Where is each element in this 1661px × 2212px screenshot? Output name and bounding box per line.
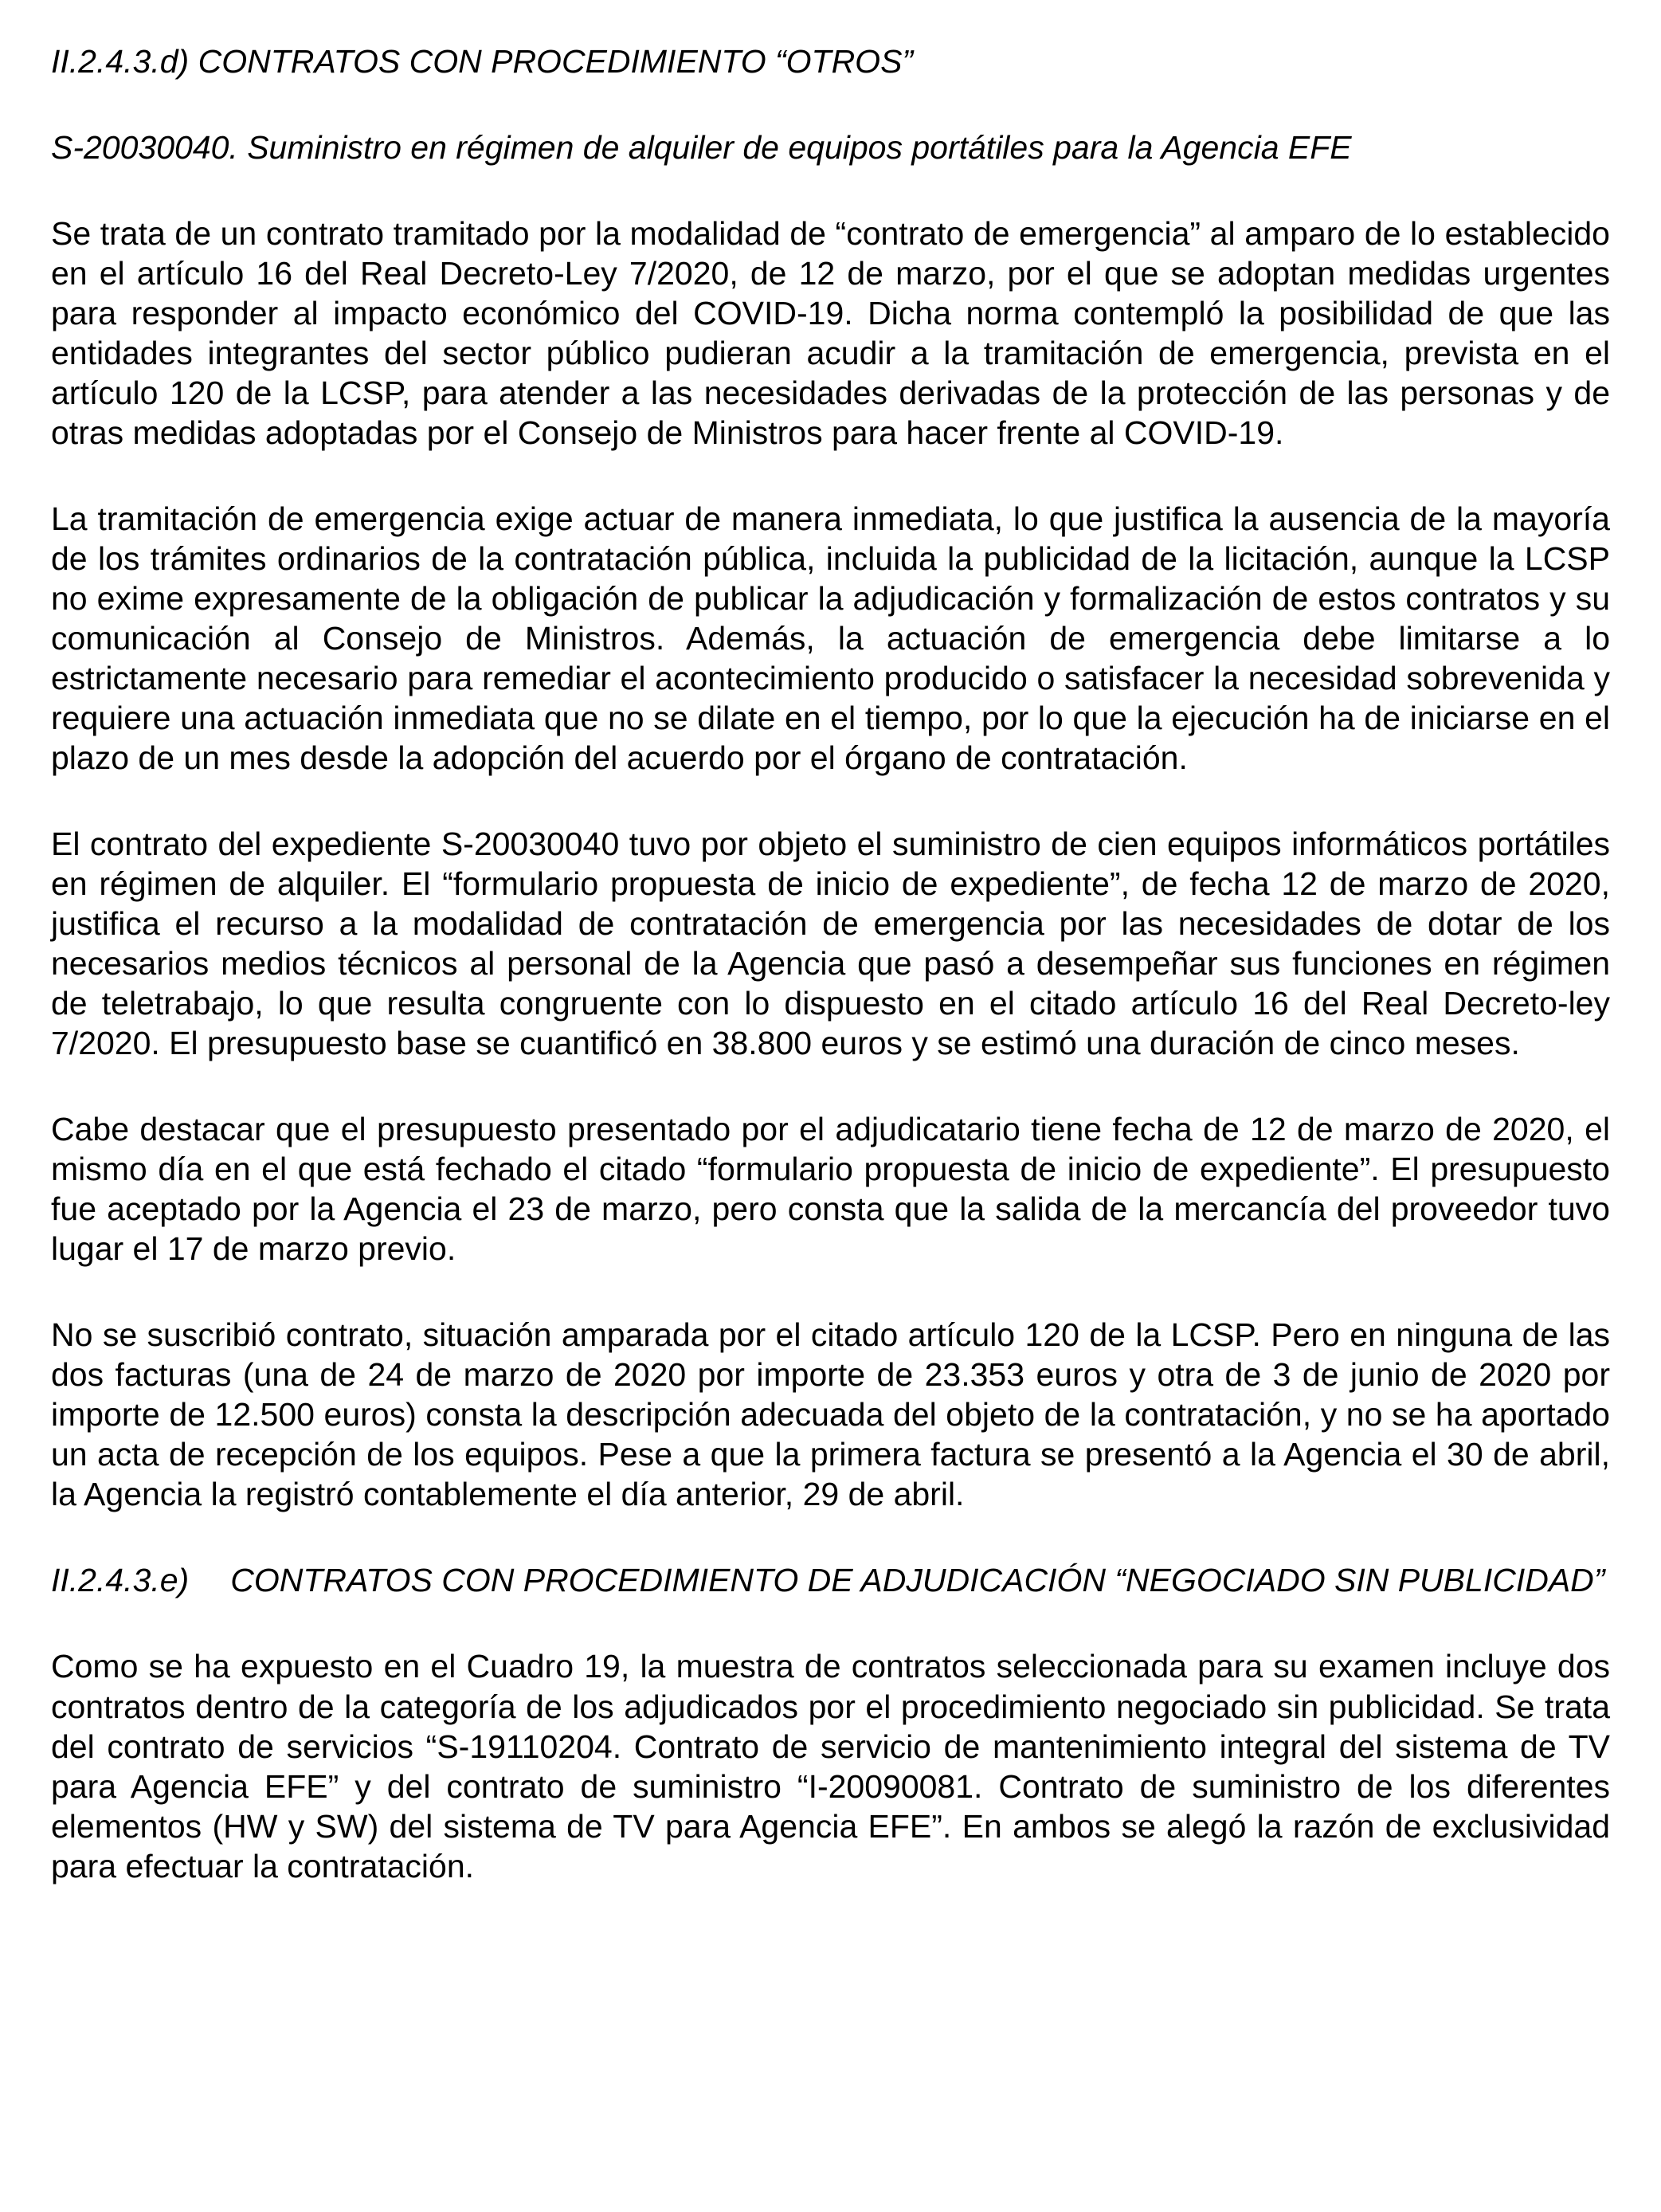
paragraph: El contrato del expediente S-20030040 tuvo por objeto el suministro de cien equipos informáticos portátiles en régimen de alquiler. El “formulario propuesta de inicio de expediente”, de fecha 12 de marzo de 2020, justifica el recurso a la modalidad de contratación de emergencia por las necesidades de dotar de los necesarios medios técnicos al personal de la Agencia que pasó a desempeñar sus funciones en régimen de teletrabajo, lo que resulta congruente con lo dispuesto en el citado artículo 16 del Real Decreto-ley 7/2020. El presupuesto base se cuantificó en 38.800 euros y se estimó una duración de cinco meses. — [51, 826, 1610, 1062]
paragraph: No se suscribió contrato, situación amparada por el citado artículo 120 de la LCSP. Pero en ninguna de las dos facturas (una de 24 de marzo de 2020 por importe de 23.353 euros y otra de 3 de junio de 2020 por importe de 12.500 euros) consta la descripción adecuada del objeto de la contratación, y no se ha aportado un acta de recepción de los equipos. Pese a que la primera factura se presentó a la Agencia el 30 de abril, la Agencia la registró contablemente el día anterior, 29 de abril. — [51, 1316, 1610, 1513]
paragraph: Cabe destacar que el presupuesto presentado por el adjudicatario tiene fecha de 12 de marzo de 2020, el mismo día en el que está fechado el citado “formulario propuesta de inicio de expediente”. El presupuesto fue aceptado por la Agencia el 23 de marzo, pero consta que la salida de la mercancía del proveedor tuvo lugar el 17 de marzo previo. — [51, 1111, 1610, 1268]
section-heading-e — [51, 1560, 1610, 1600]
paragraph: Se trata de un contrato tramitado por la modalidad de “contrato de emergencia” al amparo de lo establecido en el artículo 16 del Real Decreto-Ley 7/2020, de 12 de marzo, por el que se adoptan medidas urgentes para responder al impacto económico del COVID-19. Dicha norma contempló la posibilidad de que las entidades integrantes del sector público pudieran acudir a la tramitación de emergencia, prevista en el artículo 120 de la LCSP, para atender a las necesidades derivadas de la protección de las personas y de otras medidas adoptadas por el Consejo de Ministros para hacer frente al COVID-19. — [51, 215, 1610, 452]
section-heading-e-title: CONTRATOS CON PROCEDIMIENTO DE ADJUDICACIÓN “NEGOCIADO SIN PUBLICIDAD” — [230, 1562, 1605, 1599]
paragraph: Como se ha expuesto en el Cuadro 19, la muestra de contratos seleccionada para su examen incluye dos contratos dentro de la categoría de los adjudicados por el procedimiento negociado sin publicidad. Se trata del contrato de servicios “S-19110204. Contrato de servicio de mantenimiento integral del sistema de TV para Agencia EFE” y del contrato de suministro “I-20090081. Contrato de suministro de los diferentes elementos (HW y SW) del sistema de TV para Agencia EFE”. En ambos se alegó la razón de exclusividad para efectuar la contratación. — [51, 1648, 1610, 1885]
section-heading-d: II.2.4.3.d) CONTRATOS CON PROCEDIMIENTO “OTROS” — [51, 43, 914, 80]
paragraph: La tramitación de emergencia exige actuar de manera inmediata, lo que justifica la ausencia de la mayoría de los trámites ordinarios de la contratación pública, incluida la publicidad de la licitación, aunque la LCSP no exime expresamente de la obligación de publicar la adjudicación y formalización de estos contratos y su comunicación al Consejo de Ministros. Además, la actuación de emergencia debe limitarse a lo estrictamente necesario para remediar el acontecimiento producido o satisfacer la necesidad sobrevenida y requiere una actuación inmediata que no se dilate en el tiempo, por lo que la ejecución ha de iniciarse en el plazo de un mes desde la adopción del acuerdo por el órgano de contratación. — [51, 500, 1610, 777]
contract-subheading: S-20030040. Suministro en régimen de alquiler de equipos portátiles para la Agencia EFE — [51, 129, 1352, 167]
section-heading-e-number: II.2.4.3.e) — [51, 1562, 190, 1599]
